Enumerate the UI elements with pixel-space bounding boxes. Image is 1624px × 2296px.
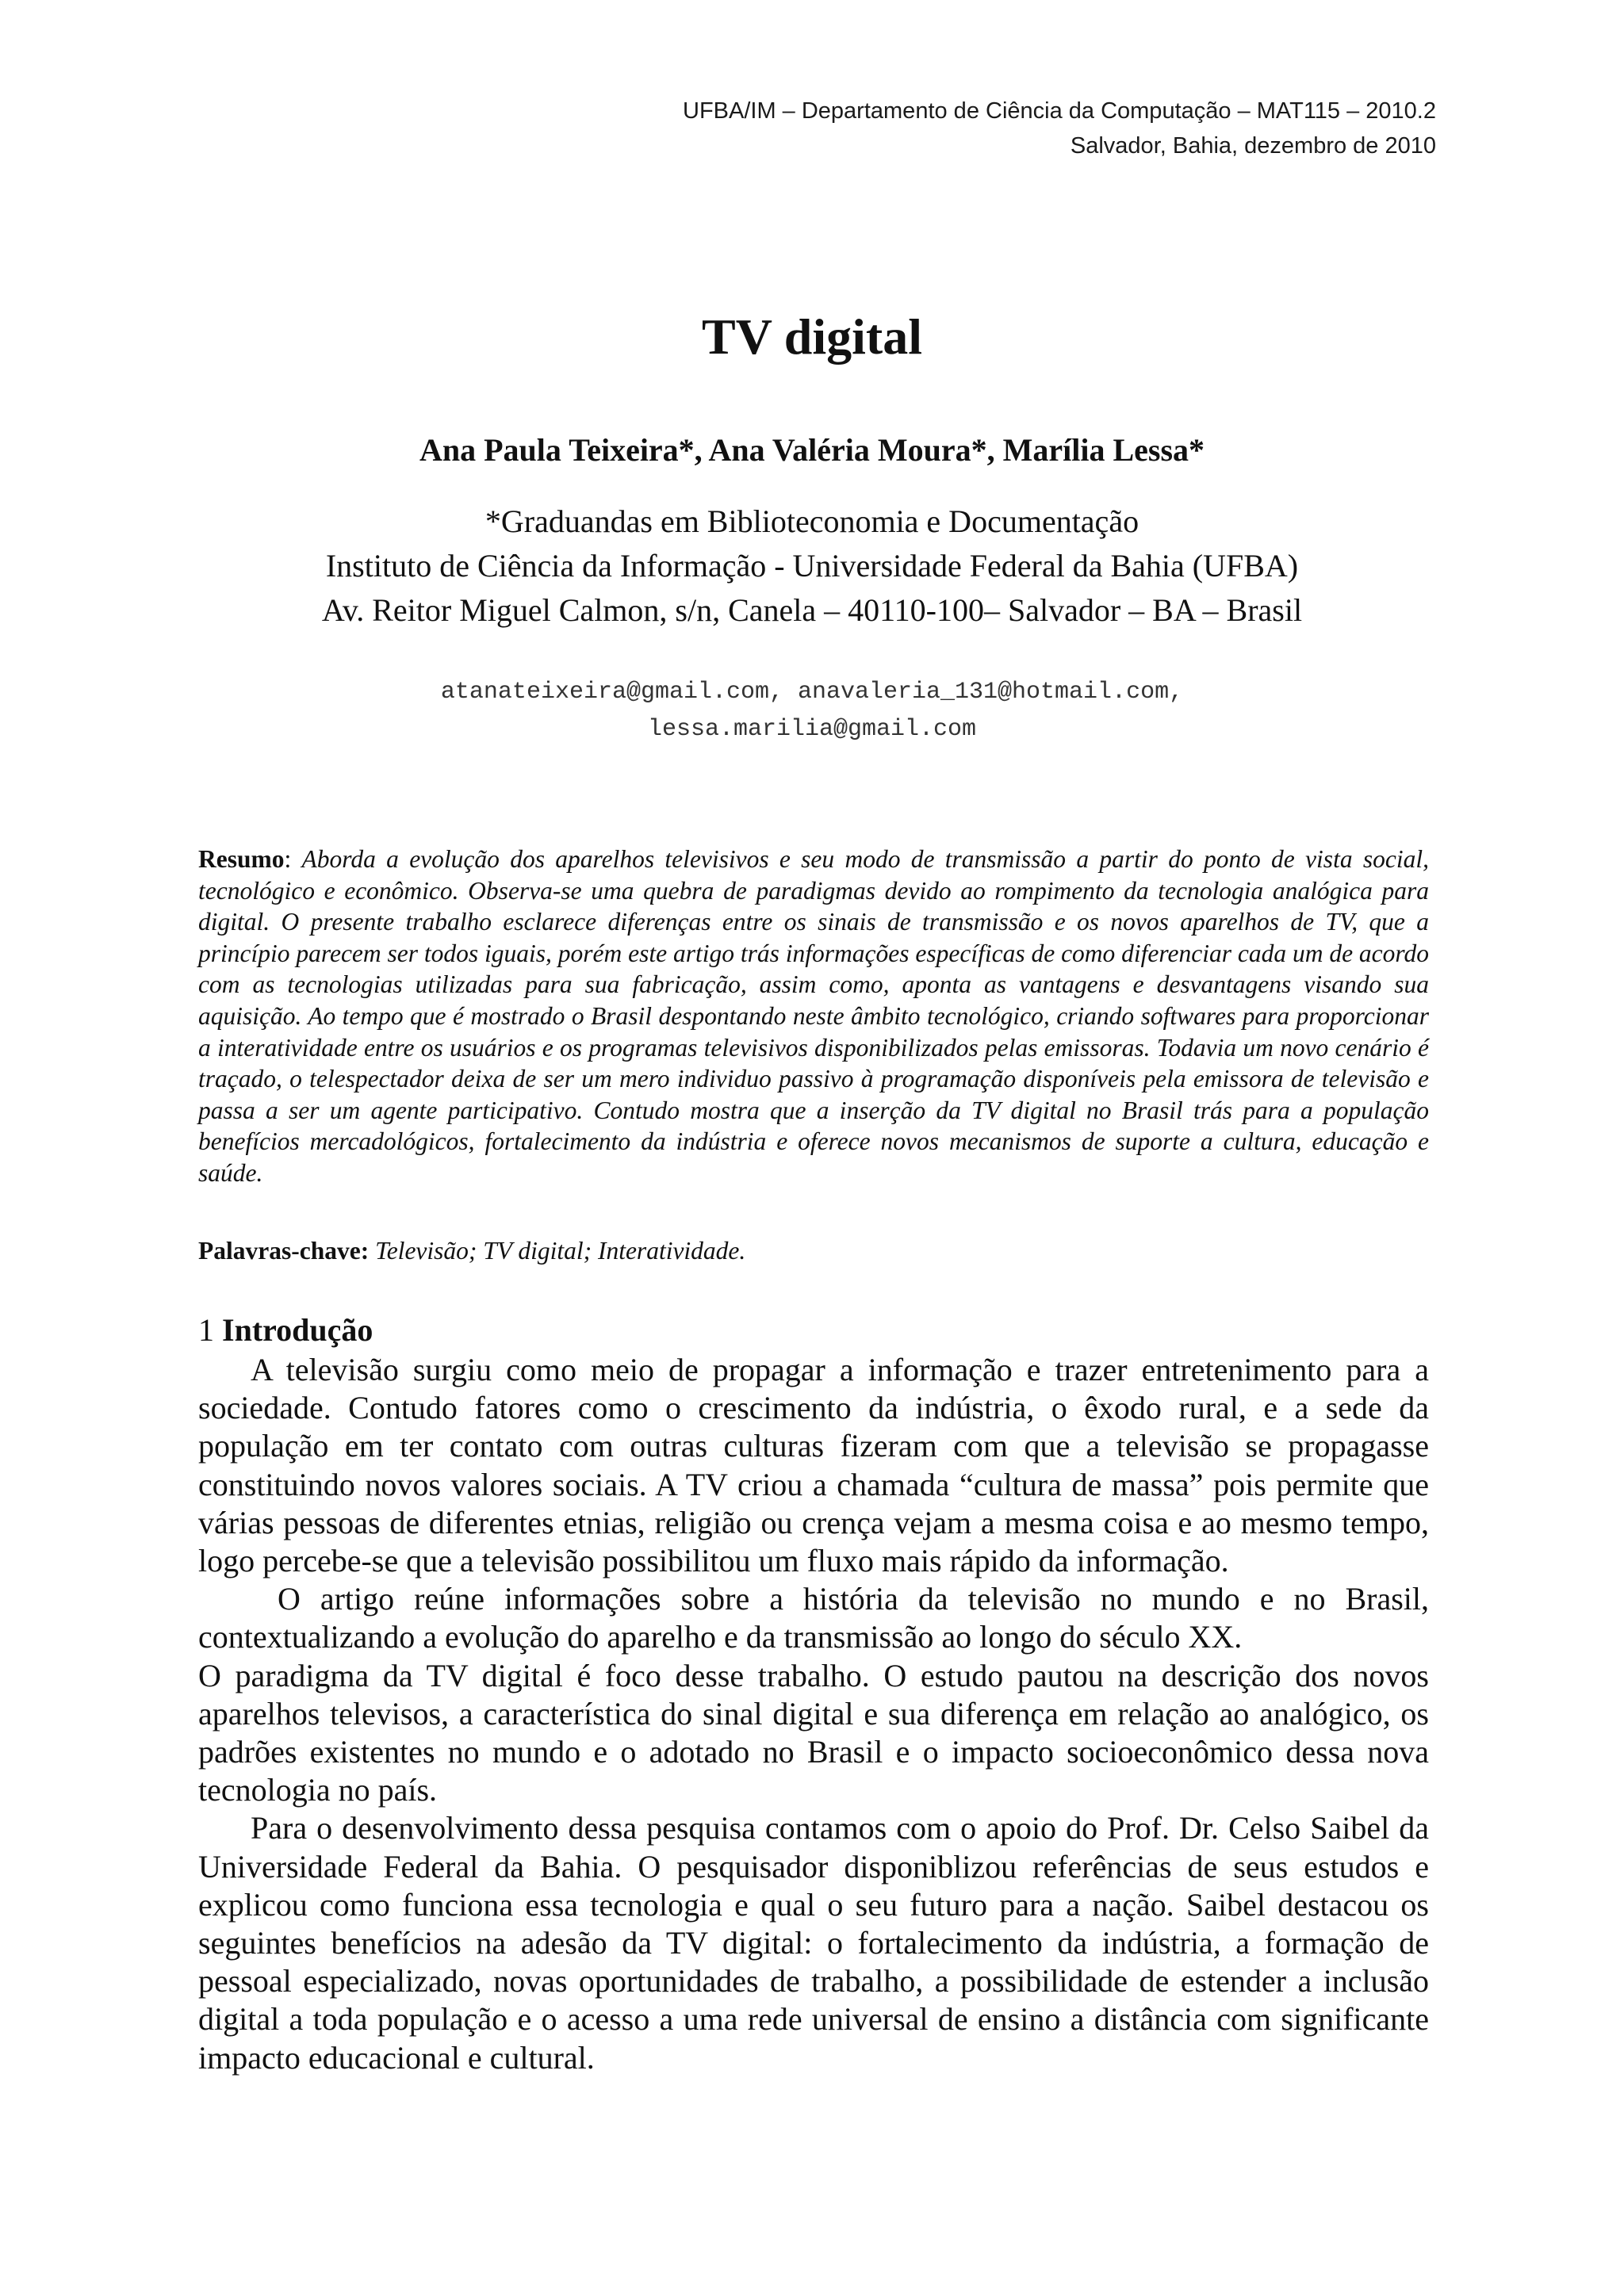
- body-paragraph: O artigo reúne informações sobre a história da televisão no mundo e no Brasil, contextualizando a evolução do aparelho e da transmissão ao longo do século XX.: [198, 1581, 1429, 1655]
- keywords: [198, 1235, 1429, 1267]
- affiliation: [0, 499, 1624, 633]
- header-course-line: UFBA/IM – Departamento de Ciência da Computação – MAT115 – 2010.2: [683, 98, 1436, 124]
- affiliation-line-2: Instituto de Ciência da Informação - Universidade Federal da Bahia (UFBA): [325, 548, 1299, 584]
- body-paragraph: O paradigma da TV digital é foco desse trabalho. O estudo pautou na descrição dos novos aparelhos televisos, a característica do sinal digital e sua diferença em relação ao analógico, os padrões existentes no mundo e o adotado no Brasil e o impacto socioeconômico dessa nova tecnologia no país.: [198, 1657, 1429, 1808]
- authors: Ana Paula Teixeira*, Ana Valéria Moura*, Marília Lessa*: [419, 432, 1205, 468]
- section-title: Introdução: [222, 1312, 373, 1348]
- header-date-line: Salvador, Bahia, dezembro de 2010: [1070, 133, 1436, 159]
- paper-title: TV digital: [702, 308, 922, 365]
- body-paragraph: A televisão surgiu como meio de propagar a informação e trazer entretenimento para a sociedade. Contudo fatores como o crescimento da indústria, o êxodo rural, e a sede da população em ter contato com outras culturas fizeram com que a televisão se propagasse constituindo novos valores sociais. A TV criou a chamada “cultura de massa” pois permite que várias pessoas de diferentes etnias, religião ou crença vejam a mesma coisa e ao mesmo tempo, logo percebe-se que a televisão possibilitou um fluxo mais rápido da informação.: [198, 1352, 1429, 1579]
- abstract-label: Resumo: [198, 845, 285, 873]
- page-header: [683, 94, 1436, 163]
- emails-line-1: atanateixeira@gmail.com, anavaleria_131@hotmail.com,: [440, 679, 1184, 706]
- keywords-text: Televisão; TV digital; Interatividade.: [369, 1237, 746, 1265]
- keywords-label: Palavras-chave:: [198, 1237, 370, 1265]
- section-heading: [198, 1308, 373, 1353]
- abstract-text: Aborda a evolução dos aparelhos televisivos e seu modo de transmissão a partir do ponto de vista social, tecnológico e econômico. Observa-se uma quebra de paradigmas devido ao rompimento da tecnologia analógica para digital. O presente trabalho esclarece diferenças entre os sinais de transmissão e os novos aparelhos de TV, que a princípio parecem ser todos iguais, porém este artigo trás informações específicas de como diferenciar cada um de acordo com as tecnologias utilizadas para sua fabricação, assim como, aponta as vantagens e desvantagens visando sua aquisição. Ao tempo que é mostrado o Brasil despontando neste âmbito tecnológico, criando softwares para proporcionar a interatividade entre os usuários e os programas televisivos disponibilizados pelas emissoras. Todavia um novo cenário é traçado, o telespectador deixa de ser um mero individuo passivo à programação disponíveis pela emissora de televisão e passa a ser um agente participativo. Contudo mostra que a inserção da TV digital no Brasil trás para a população benefícios mercadológicos, fortalecimento da indústria e oferece novos mecanismos de suporte a cultura, educação e saúde.: [198, 845, 1430, 1187]
- affiliation-line-3: Av. Reitor Miguel Calmon, s/n, Canela – 40110-100– Salvador – BA – Brasil: [321, 592, 1303, 628]
- abstract-separator: :: [284, 845, 302, 873]
- body-paragraph: Para o desenvolvimento dessa pesquisa contamos com o apoio do Prof. Dr. Celso Saibel da Universidade Federal da Bahia. O pesquisador disponiblizou referências de seus estudos e explicou como funciona essa tecnologia e qual o seu futuro para a nação. Saibel destacou os seguintes benefícios na adesão da TV digital: o fortalecimento da indústria, a formação de pessoal especializado, novas oportunidades de trabalho, a possibilidade de estender a inclusão digital a toda população e o acesso a uma rede universal de ensino a distância com significante impacto educacional e cultural.: [198, 1810, 1429, 2076]
- author-emails: [0, 674, 1624, 748]
- section-body: [198, 1351, 1429, 2077]
- abstract: [198, 844, 1429, 1189]
- affiliation-line-1: *Graduandas em Biblioteconomia e Documentação: [485, 503, 1139, 539]
- emails-line-2: lessa.marilia@gmail.com: [647, 716, 977, 743]
- section-number: 1: [198, 1312, 222, 1348]
